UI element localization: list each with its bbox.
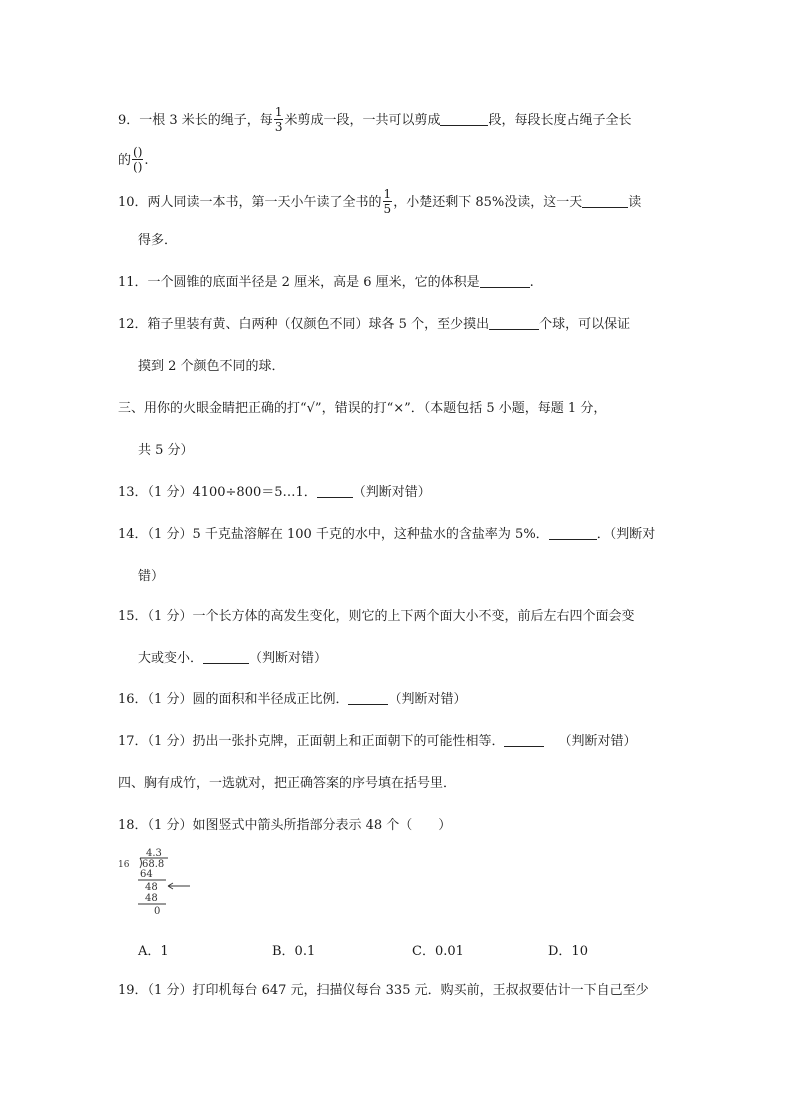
q9-frac-num: 1 [274, 105, 283, 119]
q9-line2-prefix: 的 [118, 153, 132, 168]
q9-mid: 米剪成一段，一共可以剪成 [284, 113, 441, 128]
q13-answer-blank[interactable] [317, 484, 353, 498]
q13-prefix: 13．（1 分）4100÷800＝5…1． [118, 485, 317, 500]
division-remainder: 0 [154, 906, 161, 917]
q11-suffix: . [529, 275, 534, 290]
q11-line [118, 274, 534, 292]
q12-after: 个球，可以保证 [539, 317, 631, 332]
q14-line2: 错） [138, 569, 165, 584]
q10-after: 读 [628, 195, 642, 210]
q15-line2-prefix: 大或变小． [138, 651, 204, 666]
division-step1: 64 [140, 869, 153, 880]
division-step3: 48 [145, 893, 158, 904]
q15-answer-blank[interactable] [203, 650, 249, 664]
q9-prefix: 9．一根 3 米长的绳子，每 [118, 113, 273, 128]
q14-line1 [118, 526, 655, 544]
q12-answer-blank[interactable] [489, 316, 539, 330]
q14-answer-blank[interactable] [549, 526, 597, 540]
q15-line1: 15．（1 分）一个长方体的高发生变化，则它的上下两个面大小不变，前后左右四个面会变 [118, 609, 635, 624]
q17-suffix: （判断对错） [558, 734, 637, 749]
q10-fraction [383, 188, 393, 215]
q17-answer-blank[interactable] [504, 733, 544, 747]
section4-heading: 四、胸有成竹，一选就对，把正确答案的序号填在括号里． [118, 776, 457, 791]
q18-option-a[interactable]: A．1 [138, 944, 169, 959]
q18-option-c[interactable]: C．0.01 [412, 944, 464, 959]
q13-suffix: （判断对错） [352, 485, 431, 500]
q12-prefix: 12．箱子里装有黄、白两种（仅颜色不同）球各 5 个，至少摸出 [118, 317, 490, 332]
q10-line1 [118, 189, 641, 216]
q10-frac-den: 5 [383, 202, 392, 216]
q9-frac2-num: () [133, 145, 143, 159]
q9-after: 段，每段长度占绳子全长 [488, 113, 632, 128]
q9-line2-suffix: . [144, 153, 149, 168]
q15-line2-suffix: （判断对错） [249, 651, 328, 666]
q18-options [138, 940, 698, 958]
q10-prefix: 10．两人同读一本书，第一天小午读了全书的 [118, 195, 382, 210]
q9-fraction [274, 106, 284, 133]
q18-option-d[interactable]: D．10 [548, 944, 588, 959]
q18-question: 18．（1 分）如图竖式中箭头所指部分表示 48 个（ ） [118, 818, 452, 833]
q9-line2 [118, 147, 149, 174]
q10-line2: 得多． [138, 233, 178, 248]
q18-option-b[interactable]: B．0.1 [272, 944, 316, 959]
q11-prefix: 11．一个圆锥的底面半径是 2 厘米，高是 6 厘米，它的体积是 [118, 275, 480, 290]
q16-answer-blank[interactable] [348, 691, 388, 705]
division-divisor: 16 [118, 860, 130, 870]
q9-answer-blank[interactable] [440, 112, 488, 126]
q12-line2: 摸到 2 个颜色不同的球． [138, 359, 285, 374]
q9-frac2-den: () [133, 160, 143, 174]
q10-answer-blank[interactable] [582, 194, 628, 208]
q16-prefix: 16．（1 分）圆的面积和半径成正比例． [118, 692, 349, 707]
q16-suffix: （判断对错） [388, 692, 467, 707]
q17-prefix: 17．（1 分）扔出一张扑克牌，正面朝上和正面朝下的可能性相等． [118, 734, 505, 749]
q19-line1: 19．（1 分）打印机每台 647 元，扫描仪每台 335 元．购买前，王叔叔要估计一下自己至少 [118, 983, 649, 998]
section3-heading: 三、用你的火眼金睛把正确的打“√”，错误的打“×”．（本题包括 5 小题，每题 1 分， [118, 401, 607, 416]
q9-line1 [118, 107, 631, 134]
q11-answer-blank[interactable] [480, 274, 530, 288]
q10-mid: ，小楚还剩下 85%没读，这一天 [393, 195, 583, 210]
section3-heading-cont: 共 5 分） [138, 443, 194, 458]
q9-frac-den: 3 [274, 120, 283, 134]
long-division-figure [118, 843, 198, 923]
q14-prefix: 14．（1 分）5 千克盐溶解在 100 千克的水中，这种盐水的含盐率为 5%． [118, 527, 549, 542]
q15-line2 [138, 650, 327, 668]
q14-suffix: ．（判断对 [596, 527, 656, 542]
division-dividend: 68.8 [142, 859, 165, 870]
division-step2: 48 [145, 882, 158, 893]
q9-fraction-answer [132, 146, 143, 173]
division-quotient: 4.3 [146, 848, 162, 859]
q12-line1 [118, 316, 630, 334]
q16-line [118, 691, 466, 709]
q17-line [118, 733, 636, 751]
q13-line [118, 484, 431, 502]
q10-frac-num: 1 [383, 187, 392, 201]
